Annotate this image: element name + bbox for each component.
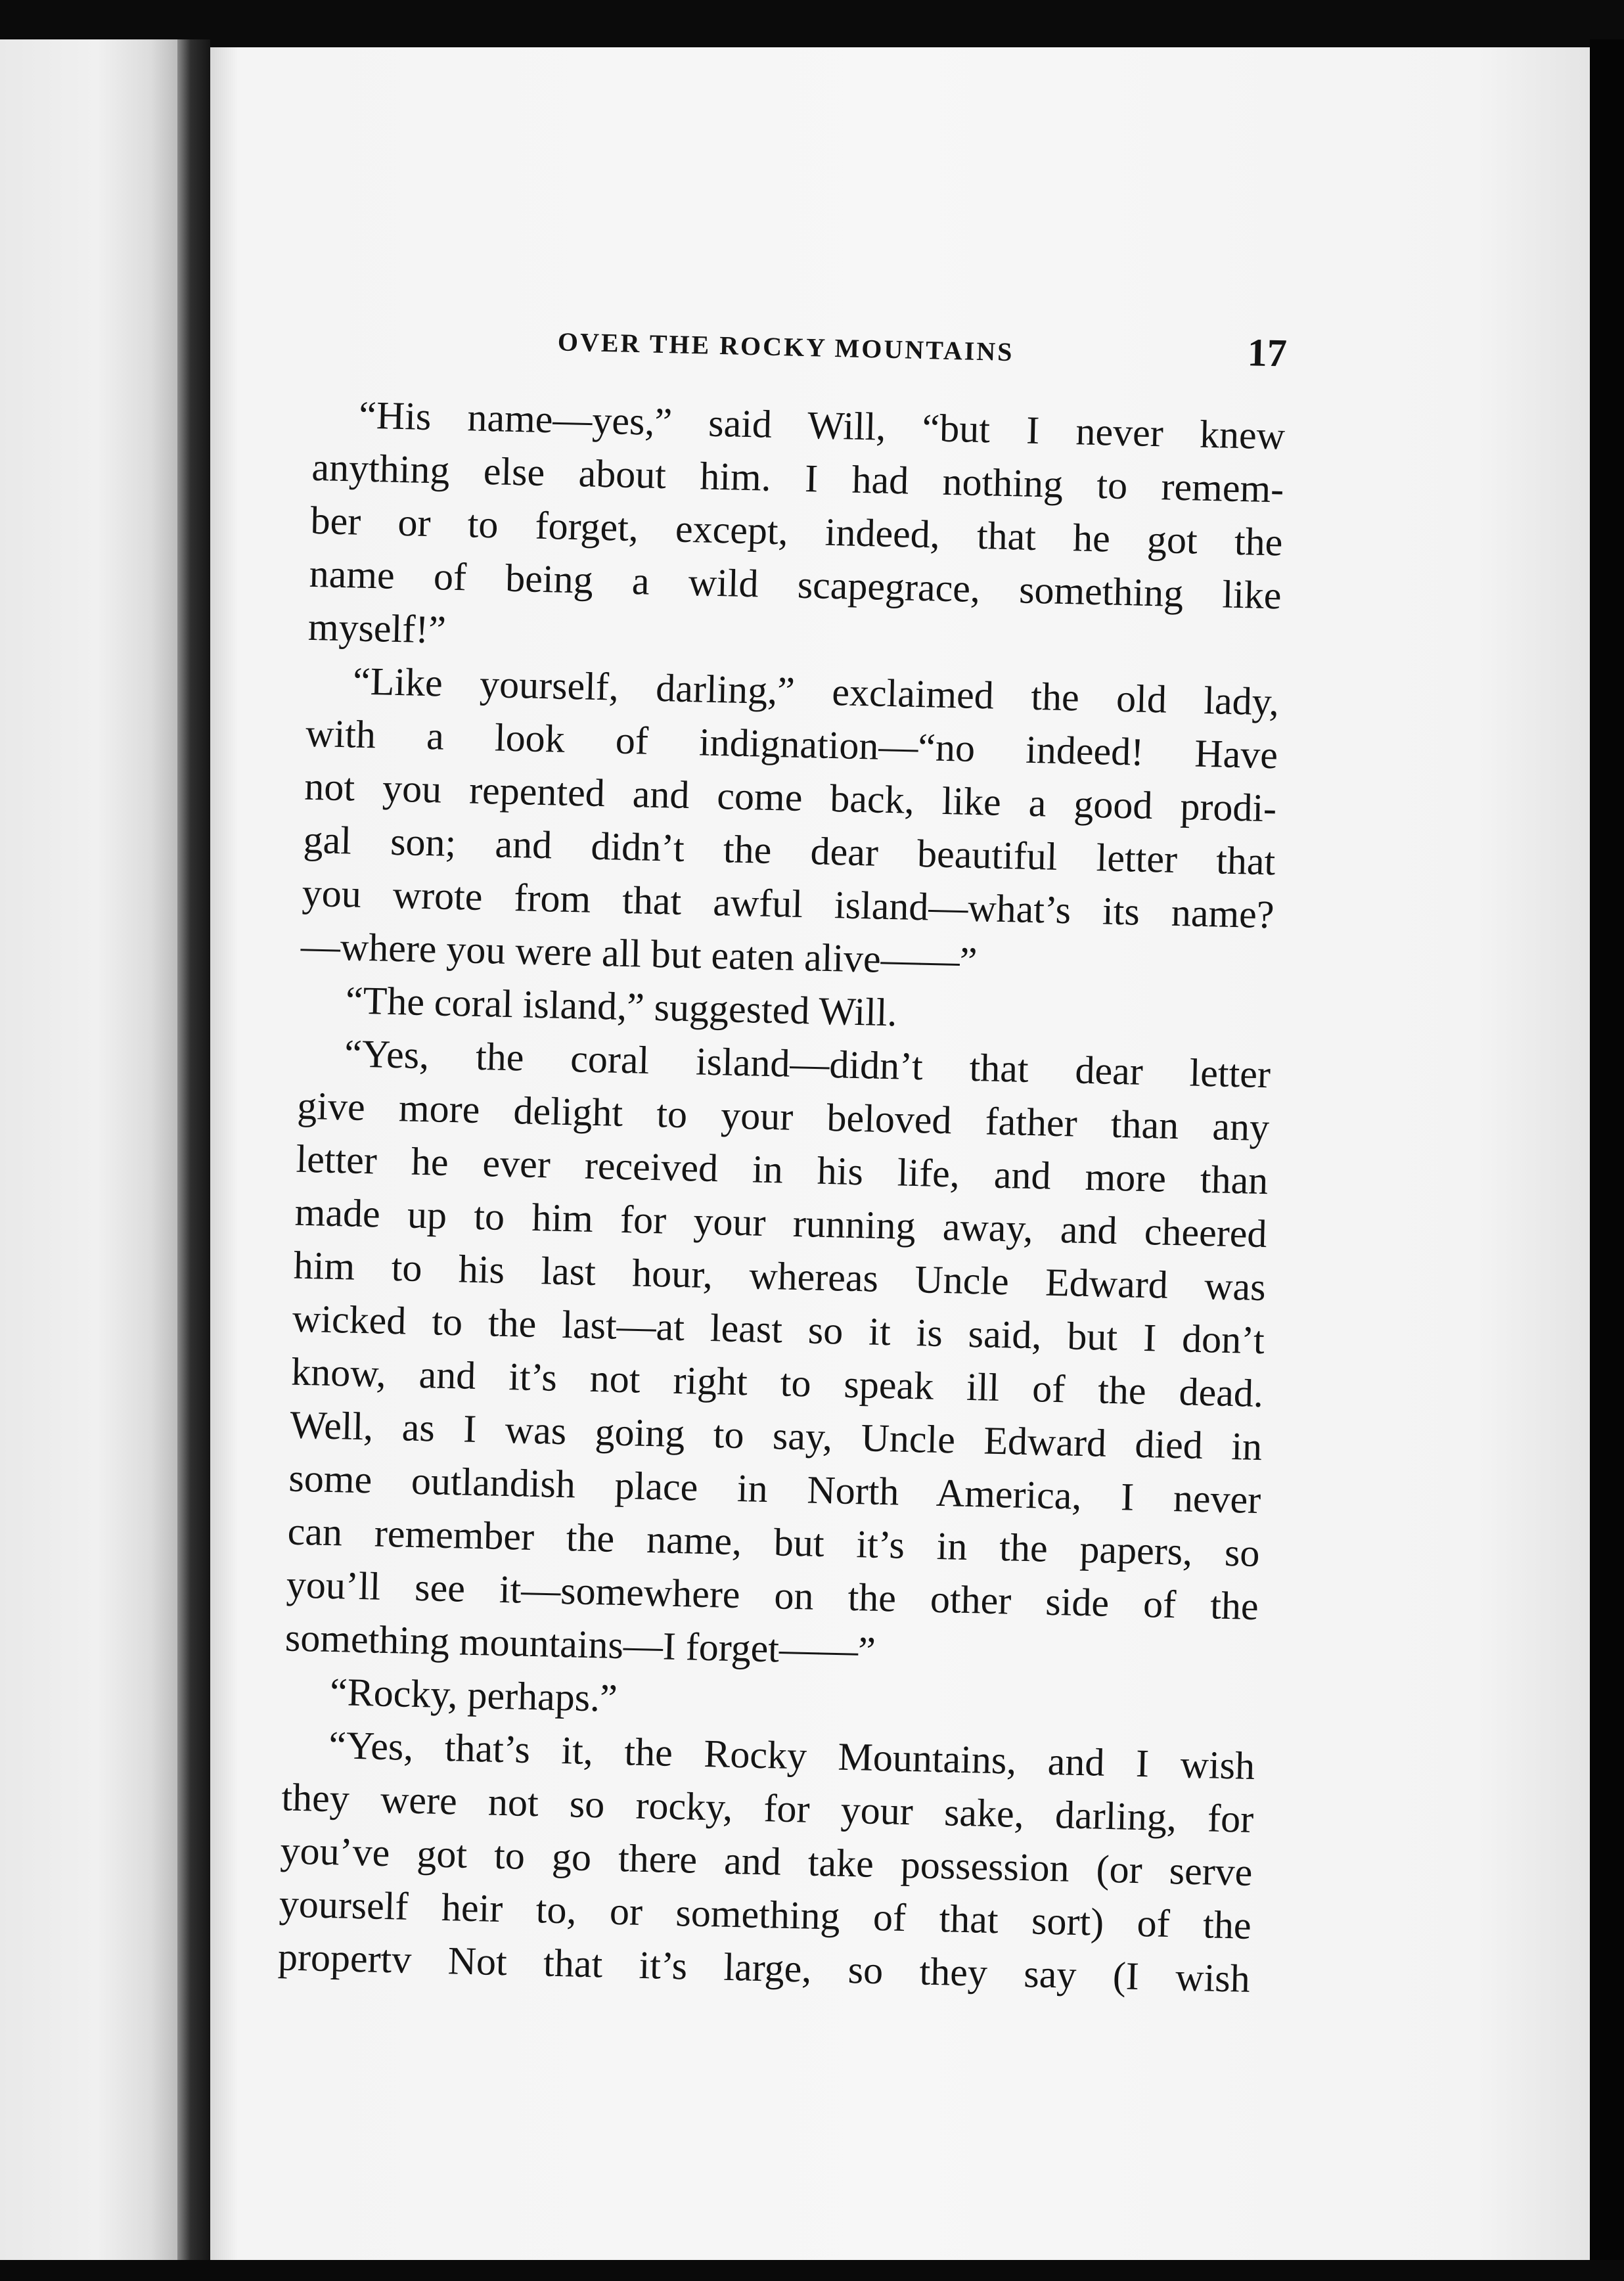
text-line: “Rocky, perhaps.” [329, 1670, 618, 1720]
text-line: Well, as I was going to say, Uncle Edward died in [289, 1403, 1263, 1469]
text-line: ber or to forget, except, indeed, that he got the [309, 498, 1284, 564]
text-line: —where you were all but eaten alive——” [300, 924, 978, 983]
text-line: yourself heir to, or something of that sort) of the [279, 1882, 1252, 1947]
text-line: name of being a wild scapegrace, something like [309, 551, 1282, 618]
text-line: not you repented and come back, like a good prodi- [304, 764, 1277, 830]
text-line: “The coral island,” suggested Will. [345, 978, 898, 1035]
text-line: anything else about him. I had nothing to remem- [311, 445, 1284, 511]
text-line: “Yes, the coral island—didn’t that dear letter [344, 1031, 1271, 1096]
scan-right-border [1590, 39, 1624, 2281]
text-line: wicked to the last—at least so it is said, but I don’t [292, 1296, 1265, 1363]
scan-bottom-border [0, 2260, 1624, 2281]
text-line: something mountains—I forget——” [284, 1615, 876, 1673]
text-line: propertv Not that it’s large, so they say (I wish [277, 1935, 1251, 2000]
text-line: “Like yourself, darling,” exclaimed the old lady, [352, 659, 1280, 724]
running-head-title: OVER THE ROCKY MOUNTAINS [557, 327, 1014, 367]
book-gutter [177, 39, 210, 2281]
page-number: 17 [1247, 330, 1288, 375]
body-text [277, 388, 1286, 2006]
text-line: can remember the name, but it’s in the papers, so [287, 1509, 1261, 1575]
text-line: “Yes, that’s it, the Rocky Mountains, and I wish [328, 1723, 1255, 1788]
text-line: myself!” [307, 604, 447, 652]
left-facing-page [0, 39, 177, 2281]
text-line: give more delight to your beloved father than any [296, 1083, 1270, 1150]
text-line: you’ve got to go there and take possession (or serve [280, 1828, 1253, 1894]
text-line: gal son; and didn’t the dear beautiful letter that [302, 817, 1276, 884]
text-line: him to his last hour, whereas Uncle Edward was [293, 1243, 1267, 1309]
text-line: letter he ever received in his life, and more than [295, 1137, 1269, 1203]
text-line: they were not so rocky, for your sake, darling, for [281, 1775, 1254, 1841]
text-line: made up to him for your running away, and cheered [294, 1190, 1268, 1256]
text-line: you’ll see it—somewhere on the other side of the [286, 1562, 1259, 1629]
text-line: know, and it’s not right to speak ill of the dead. [290, 1349, 1264, 1416]
text-line: some outlandish place in North America, I never [288, 1456, 1261, 1522]
text-line: you wrote from that awful island—what’s its name? [302, 870, 1275, 937]
page-text-block [277, 309, 1287, 2006]
text-line: “His name—yes,” said Will, “but I never knew [358, 393, 1286, 458]
text-line: with a look of indignation—“no indeed! Have [305, 711, 1278, 777]
scan-top-border [0, 0, 1624, 53]
